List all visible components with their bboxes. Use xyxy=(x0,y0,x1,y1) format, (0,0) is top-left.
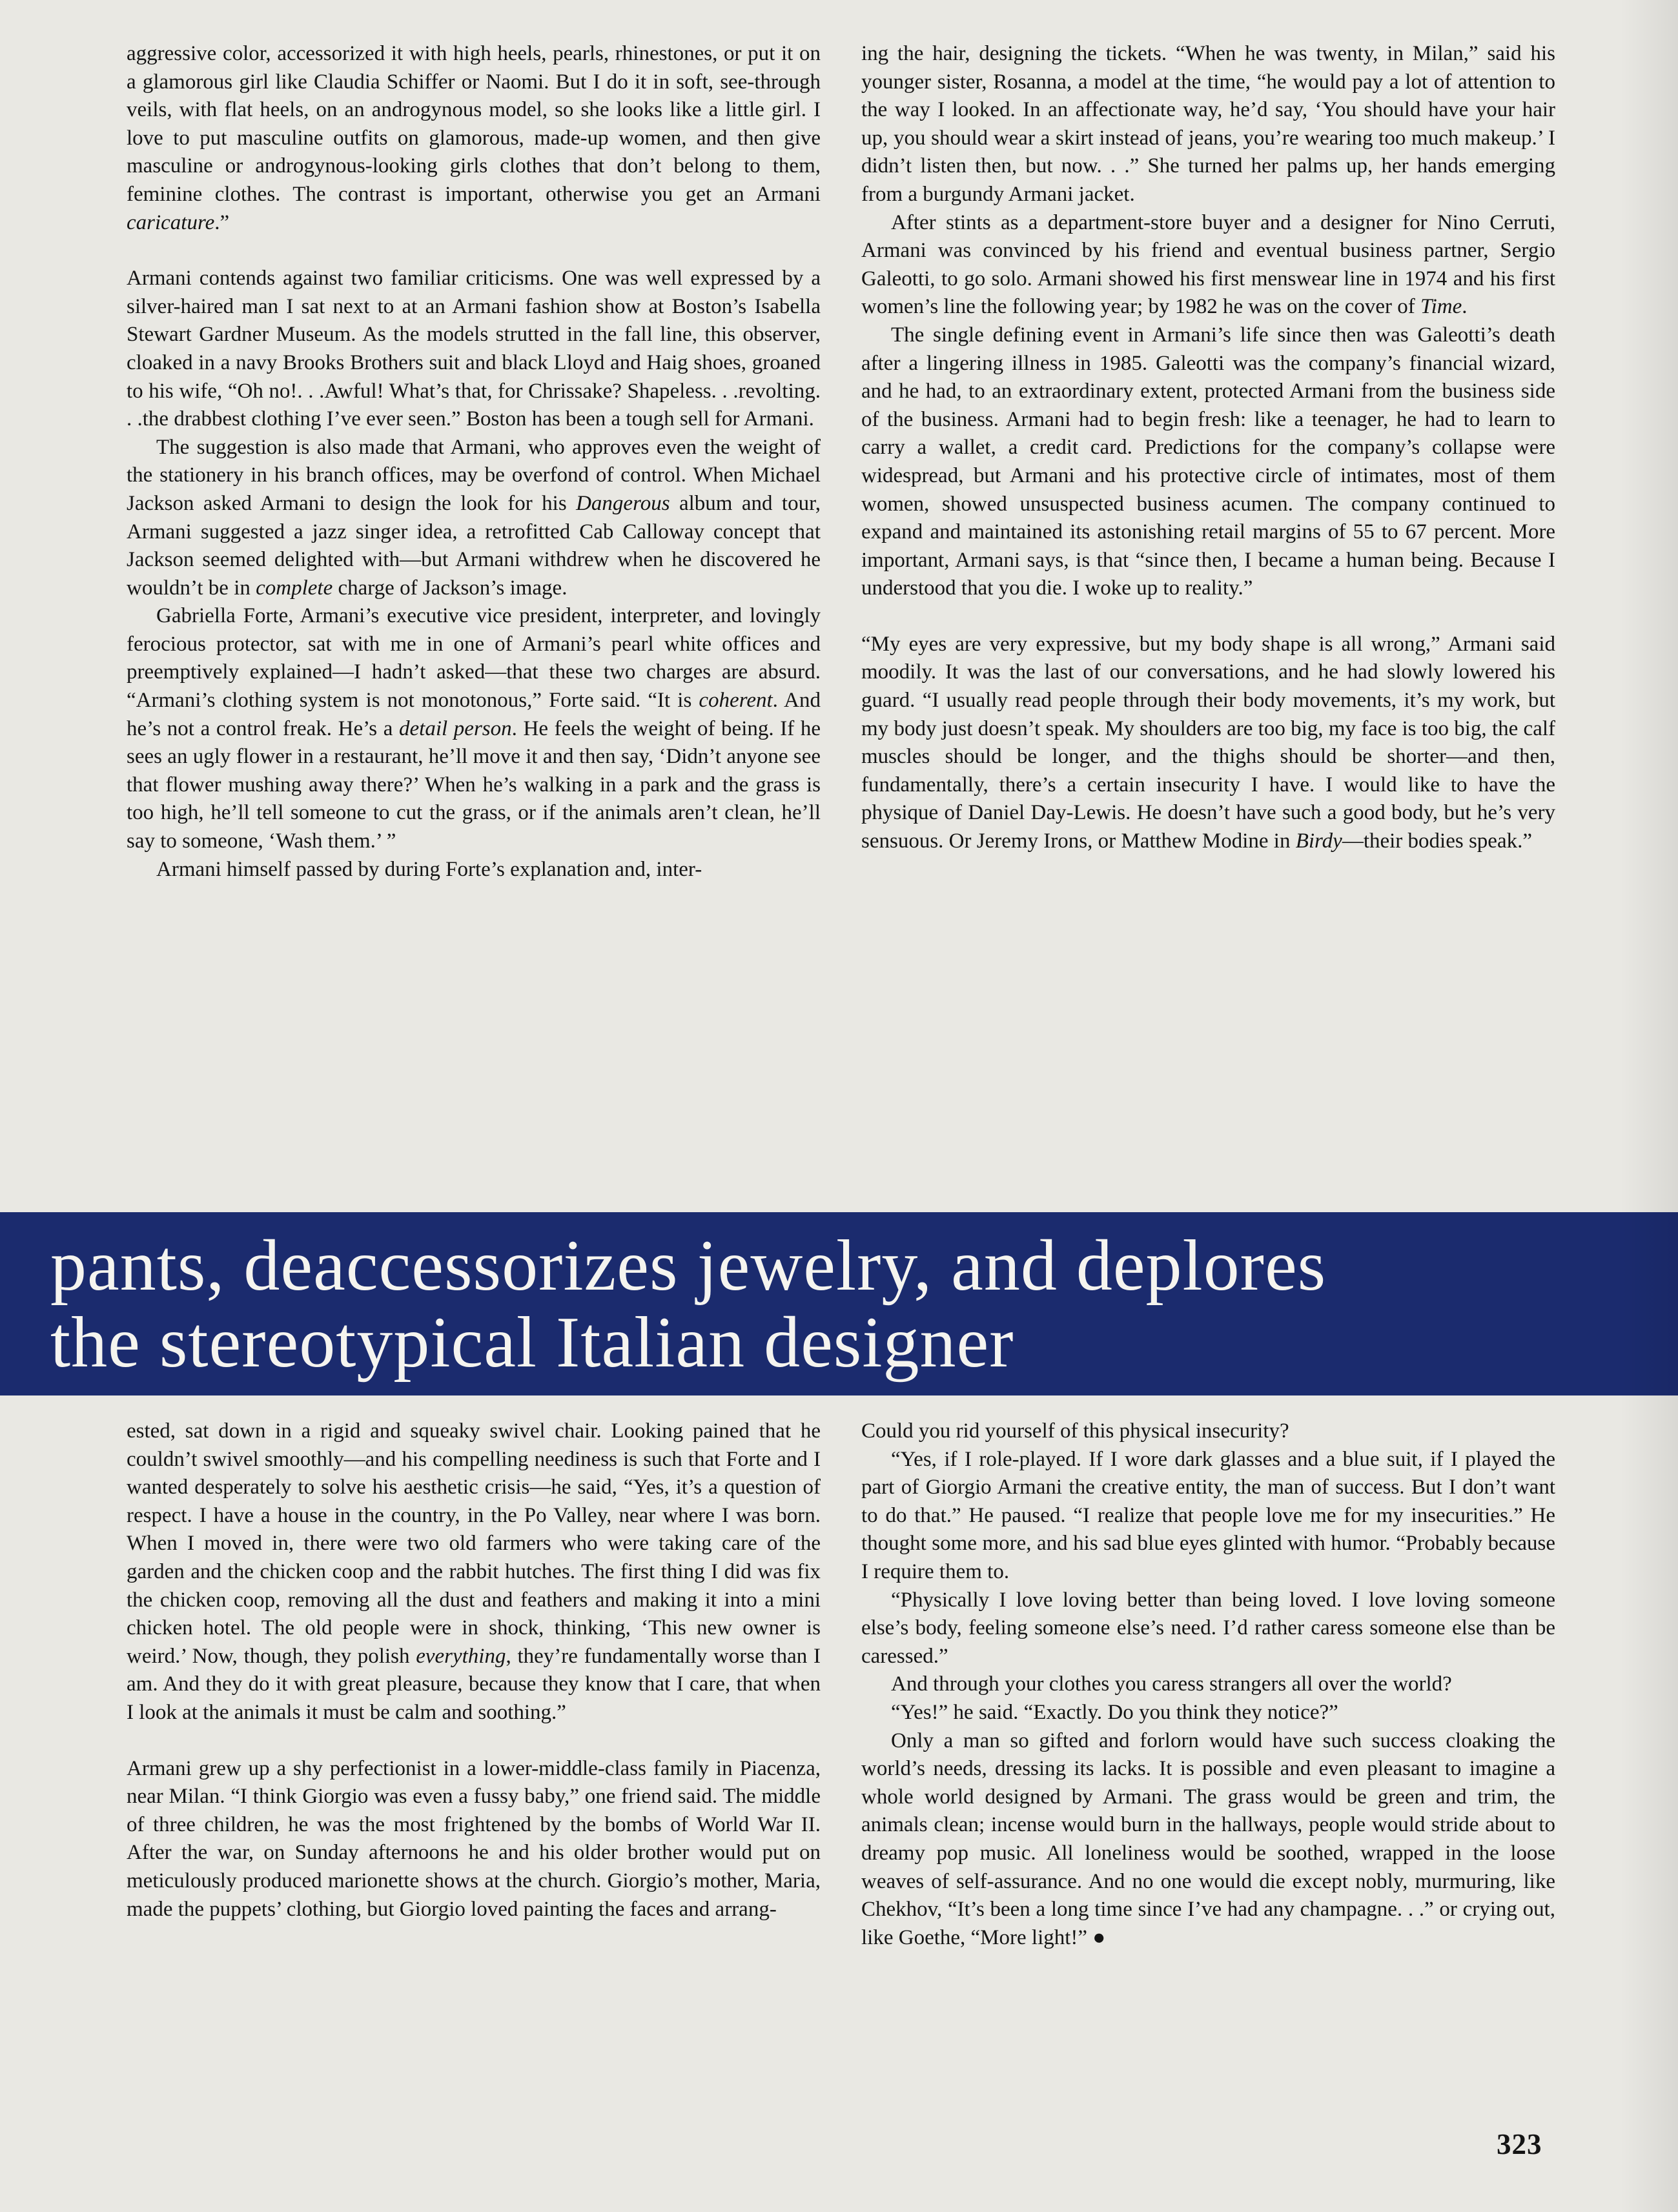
paragraph: The suggestion is also made that Armani, who approves even the weight of the stationery in his branch offices, may be overfond of control. When Michael Jackson asked Armani to design the look for his Dangerous album and tour, Armani suggested a jazz singer idea, a retrofitted Cab Calloway concept that Jackson seemed delighted with—but Armani withdrew when he discovered he wouldn’t be in complete charge of Jackson’s image. xyxy=(127,435,821,600)
article-column-bottom-right xyxy=(861,1417,1555,1952)
paragraph: “My eyes are very expressive, but my body shape is all wrong,” Armani said moodily. It was the last of our conversations, and he had slowly lowered his guard. “I usually read people through their body movements, it’s my work, but my body just doesn’t speak. My shoulders are too big, my face is too big, the calf muscles should be longer, and the thighs should be shorter—and then, fundamentally, there’s a certain insecurity I have. I would like to have the physique of Daniel Day-Lewis. He doesn’t have such a good body, but he’s very sensuous. Or Jeremy Irons, or Matthew Modine in Birdy—their bodies speak.” xyxy=(861,632,1555,853)
paragraph: “Physically I love loving better than being loved. I love loving someone else’s body, feeling someone else’s need. I’d rather caress someone else than be caressed.” xyxy=(861,1588,1555,1668)
paragraph: Gabriella Forte, Armani’s executive vice president, interpreter, and lovingly ferocious protector, sat with me in one of Armani’s pearl white offices and preemptively explained—I hadn’t asked—that these two charges are absurd. “Armani’s clothing system is not monotonous,” Forte said. “It is coherent. And he’s not a control freak. He’s a detail person. He feels the weight of being. If he sees an ugly flower in a restaurant, he’ll move it and then say, ‘Didn’t anyone see that flower mushing away there?’ When he’s walking in a park and the grass is too high, he’ll tell someone to cut the grass, or if the animals aren’t clean, he’ll say to someone, ‘Wash them.’ ” xyxy=(127,604,821,853)
paragraph: Armani himself passed by during Forte’s explanation and, inter- xyxy=(156,857,702,881)
page-number: 323 xyxy=(1497,2128,1542,2160)
pull-quote-banner xyxy=(0,1212,1678,1395)
paragraph: ing the hair, designing the tickets. “When he was twenty, in Milan,” said his younger sister, Rosanna, a model at the time, “he would pay a lot of attention to the way I looked. In an affectionate way, he’d say, ‘You should have your hair up, you should wear a skirt instead of jeans, you’re wearing too much makeup.’ I didn’t listen then, but now. . .” She turned her palms up, her hands emerging from a burgundy Armani jacket. xyxy=(861,42,1555,206)
article-column-top-right xyxy=(861,40,1555,884)
paragraph: After stints as a department-store buyer and a designer for Nino Cerruti, Armani was convinced by his friend and eventual business partner, Sergio Galeotti, to go solo. Armani showed his first menswear line in 1974 and his first women’s line the following year; by 1982 he was on the cover of Time. xyxy=(861,210,1555,319)
page-edge-shadow xyxy=(1620,0,1678,2212)
paragraph: The single defining event in Armani’s life since then was Galeotti’s death after a lingering illness in 1985. Galeotti was the company’s financial wizard, and he had, to an extraordinary extent, protected Armani from the business side of the business. Armani had to begin fresh: like a teenager, he had to learn to carry a wallet, a credit card. Predictions for the company’s collapse were widespread, but Armani and his protective circle of intimates, most of them women, showed unsuspected business acumen. The company continued to expand and maintained its astonishing retail margins of 55 to 67 percent. More important, Armani says, is that “since then, I became a human being. Because I understood that you die. I woke up to reality.” xyxy=(861,323,1555,600)
article-column-top-left xyxy=(127,40,821,884)
paragraph: Armani grew up a shy perfectionist in a lower-middle-class family in Piacenza, near Milan. “I think Giorgio was even a fussy baby,” one friend said. The middle of three children, he was the most frightened by the bombs of World War II. After the war, on Sunday afternoons he and his older brother would put on meticulously produced marionette shows at the church. Giorgio’s mother, Maria, made the puppets’ clothing, but Giorgio loved painting the faces and arrang- xyxy=(127,1756,821,1921)
paragraph: aggressive color, accessorized it with high heels, pearls, rhinestones, or put it on a glamorous girl like Claudia Schiffer or Naomi. But I do it in soft, see-through veils, with flat heels, on an androgynous model, so she looks like a little girl. I love to put masculine outfits on glamorous, made-up women, and then give masculine or androgynous-looking girls clothes that don’t belong to them, feminine clothes. The contrast is important, otherwise you get an Armani caricature.” xyxy=(127,42,821,234)
paragraph: “Yes!” he said. “Exactly. Do you think they notice?” xyxy=(891,1700,1338,1724)
paragraph: “Yes, if I role-played. If I wore dark glasses and a blue suit, if I played the part of Giorgio Armani the creative entity, the man of success. But I don’t want to do that.” He paused. “I realize that people love me for my insecurities.” He thought some more, and his sad blue eyes glinted with humor. “Probably because I require them to. xyxy=(861,1447,1555,1583)
paragraph: Armani contends against two familiar criticisms. One was well expressed by a silver-haired man I sat next to at an Armani fashion show at Boston’s Isabella Stewart Gardner Museum. As the models strutted in the fall line, this observer, cloaked in a navy Brooks Brothers suit and black Lloyd and Haig shoes, groaned to his wife, “Oh no!. . .Awful! What’s that, for Chrissake? Shapeless. . .revolting. . .the drabbest clothing I’ve ever seen.” Boston has been a tough sell for Armani. xyxy=(127,267,821,431)
article-top-section xyxy=(127,40,1555,884)
paragraph: And through your clothes you caress strangers all over the world? xyxy=(891,1672,1452,1696)
paragraph: ested, sat down in a rigid and squeaky swivel chair. Looking pained that he couldn’t swivel smoothly—and his compelling neediness is such that Forte and I wanted desperately to solve his aesthetic crisis—he said, “Yes, it’s a question of respect. I have a house in the country, in the Po Valley, near where I was born. When I moved in, there were two old farmers who were taking care of the garden and the chicken coop and the rabbit hutches. The first thing I did was fix the chicken coop, removing all the dust and feathers and making it into a mini chicken hotel. The old people were in shock, thinking, ‘This new owner is weird.’ Now, though, they polish everything, they’re fundamentally worse than I am. And they do it with great pleasure, because they know that I care, that when I look at the animals it must be calm and soothing.” xyxy=(127,1419,821,1724)
paragraph: Could you rid yourself of this physical insecurity? xyxy=(861,1419,1289,1443)
article-column-bottom-left xyxy=(127,1417,821,1952)
pull-quote-line-2: the stereotypical Italian designer xyxy=(50,1303,1014,1383)
paragraph: Only a man so gifted and forlorn would have such success cloaking the world’s needs, dressing its lacks. It is possible and even pleasant to imagine a whole world designed by Armani. The grass would be green and trim, the animals clean; incense would burn in the hallways, people would stride about to dreamy pop music. All loneliness would be soothed, wrapped in the loose weaves of self-assurance. And no one would die except nobly, murmuring, like Chekhov, “It’s been a long time since I’ve had any champagne. . .” or crying out, like Goethe, “More light!” ● xyxy=(861,1729,1555,1949)
pull-quote-line-1: pants, deaccessorizes jewelry, and deplores xyxy=(50,1226,1327,1306)
article-bottom-section xyxy=(127,1417,1555,1952)
